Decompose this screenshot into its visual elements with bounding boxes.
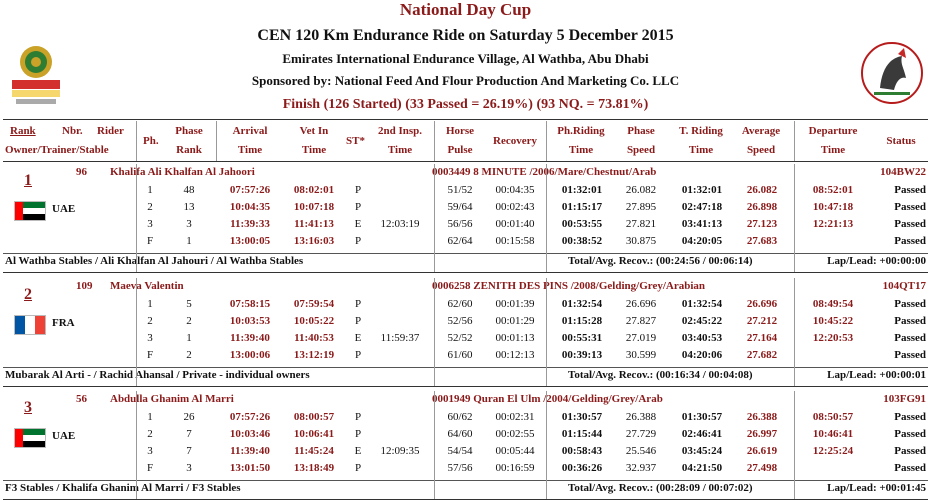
divider: [434, 391, 435, 499]
col-phriding-1: Ph.Riding: [557, 125, 605, 137]
phase-dep: 08:50:57: [812, 411, 854, 423]
phase-dep: 08:49:54: [812, 298, 854, 310]
phase-vet: 10:05:22: [293, 315, 335, 327]
phase-arr: 10:04:35: [229, 201, 271, 213]
entry-country: UAE: [52, 430, 76, 442]
phase-tr: 01:30:57: [681, 411, 723, 423]
phase-rec: 00:02:31: [495, 411, 535, 423]
entry-owner: Mubarak Al Arti - / Rachid Ahansal / Private - individual owners: [5, 369, 310, 381]
phase-pulse: 59/64: [447, 201, 473, 213]
block-bottom-rule: [3, 386, 928, 387]
phase-phr: 00:36:26: [561, 462, 603, 474]
phase-ph: 2: [147, 315, 153, 327]
phase-phs: 26.388: [625, 411, 657, 423]
col-nbr: Nbr.: [62, 125, 83, 137]
entry-rank: 1: [24, 172, 32, 189]
phase-tr: 02:46:41: [681, 428, 723, 440]
phase-arr: 07:57:26: [229, 184, 271, 196]
col-departure-1: Departure: [808, 125, 858, 137]
phase-status: Passed: [894, 184, 926, 196]
phase-pulse: 56/56: [447, 218, 473, 230]
entry-rider: Maeva Valentin: [110, 280, 184, 292]
phase-rank: 5: [186, 298, 192, 310]
divider: [794, 121, 795, 161]
divider: [136, 391, 137, 499]
phase-rank: 3: [186, 462, 192, 474]
phase-tr: 02:45:22: [681, 315, 723, 327]
phase-phr: 00:53:55: [561, 218, 603, 230]
divider: [434, 278, 435, 386]
col-vetin-1: Vet In: [299, 125, 329, 137]
phase-status: Passed: [894, 332, 926, 344]
phase-rec: 00:15:58: [495, 235, 535, 247]
col-pulse-2: Pulse: [447, 144, 473, 156]
entry-totals: Total/Avg. Recov.: (00:28:09 / 00:07:02): [568, 482, 753, 494]
phase-avg: 27.123: [746, 218, 778, 230]
phase-rank: 3: [186, 218, 192, 230]
phase-tr: 03:45:24: [681, 445, 723, 457]
event-title: National Day Cup: [399, 0, 532, 19]
phase-pulse: 51/52: [447, 184, 473, 196]
entry-horse-code: 103FG91: [883, 393, 926, 405]
phase-phr: 01:32:54: [561, 298, 603, 310]
phase-phs: 27.895: [625, 201, 657, 213]
entry-lap: Lap/Lead: +00:00:00: [827, 255, 926, 267]
col-pulse-1: Horse: [445, 125, 475, 137]
phase-arr: 11:39:40: [230, 332, 270, 344]
phase-insp: 12:09:35: [380, 445, 420, 457]
block-bottom-rule: [3, 272, 928, 273]
col-st: ST*: [346, 135, 365, 147]
phase-phs: 30.875: [625, 235, 657, 247]
phase-rank: 2: [186, 315, 192, 327]
phase-rank: 26: [183, 411, 195, 423]
divider: [794, 278, 795, 386]
phase-phs: 30.599: [625, 349, 657, 361]
phase-dep: 12:25:24: [812, 445, 854, 457]
phase-ph: 1: [147, 184, 153, 196]
phase-avg: 27.498: [746, 462, 778, 474]
entry-horse-code: 104QT17: [882, 280, 926, 292]
phase-dep: 08:52:01: [812, 184, 854, 196]
phase-phr: 01:32:01: [561, 184, 603, 196]
phase-phr: 00:38:52: [561, 235, 603, 247]
flag-uae-icon: [14, 201, 46, 221]
phase-phs: 27.019: [625, 332, 657, 344]
phase-vet: 11:40:53: [294, 332, 334, 344]
phase-vet: 08:00:57: [293, 411, 335, 423]
phase-st: P: [354, 462, 362, 474]
phase-tr: 02:47:18: [681, 201, 723, 213]
phase-status: Passed: [894, 445, 926, 457]
phase-rec: 00:04:35: [495, 184, 535, 196]
col-departure-2: Time: [820, 144, 846, 156]
phase-rec: 00:02:43: [495, 201, 535, 213]
divider: [794, 391, 795, 499]
phase-ph: 1: [147, 298, 153, 310]
phase-arr: 07:58:15: [229, 298, 271, 310]
phase-avg: 26.997: [746, 428, 778, 440]
phase-status: Passed: [894, 411, 926, 423]
block-rule: [3, 253, 928, 254]
phase-pulse: 52/52: [447, 332, 473, 344]
phase-phr: 00:55:31: [561, 332, 603, 344]
phase-ph: F: [146, 235, 154, 247]
col-phriding-2: Time: [568, 144, 594, 156]
divider: [546, 121, 547, 161]
phase-rank: 7: [186, 445, 192, 457]
phase-rec: 00:12:13: [495, 349, 535, 361]
phase-insp: 12:03:19: [380, 218, 420, 230]
divider: [546, 278, 547, 386]
col-status: Status: [886, 135, 916, 147]
phase-vet: 11:45:24: [294, 445, 334, 457]
col-owner: Owner/Trainer/Stable: [5, 144, 109, 156]
phase-rank: 1: [186, 235, 192, 247]
phase-status: Passed: [894, 298, 926, 310]
col-ph: Ph.: [143, 135, 159, 147]
phase-phs: 27.827: [625, 315, 657, 327]
phase-st: P: [354, 349, 362, 361]
phase-st: P: [354, 428, 362, 440]
phase-rank: 7: [186, 428, 192, 440]
phase-phs: 25.546: [625, 445, 657, 457]
entry-horse: 0001949 Quran El Ulm /2004/Gelding/Grey/Arab: [432, 393, 663, 405]
phase-phr: 00:58:43: [561, 445, 603, 457]
phase-status: Passed: [894, 462, 926, 474]
divider: [546, 391, 547, 499]
phase-status: Passed: [894, 315, 926, 327]
divider: [136, 278, 137, 386]
phase-tr: 03:40:53: [681, 332, 723, 344]
phase-status: Passed: [894, 218, 926, 230]
phase-avg: 26.696: [746, 298, 778, 310]
phase-phr: 01:15:44: [561, 428, 603, 440]
phase-phs: 26.696: [625, 298, 657, 310]
phase-pulse: 52/56: [447, 315, 473, 327]
phase-avg: 27.682: [746, 349, 778, 361]
phase-avg: 27.683: [746, 235, 778, 247]
phase-st: P: [354, 201, 362, 213]
phase-rec: 00:02:55: [495, 428, 535, 440]
divider: [136, 121, 137, 161]
venue: Emirates International Endurance Village, Al Wathba, Abu Dhabi: [282, 51, 649, 66]
divider: [546, 164, 547, 272]
header-top-rule: [3, 119, 928, 120]
phase-avg: 26.082: [746, 184, 778, 196]
phase-arr: 11:39:40: [230, 445, 270, 457]
entry-rank: 3: [24, 399, 32, 416]
entry-rider: Abdulla Ghanim Al Marri: [110, 393, 234, 405]
col-insp-2: Time: [387, 144, 413, 156]
phase-tr: 04:21:50: [681, 462, 723, 474]
col-arrival-1: Arrival: [232, 125, 268, 137]
phase-arr: 13:01:50: [229, 462, 271, 474]
col-rank: Rank: [10, 125, 36, 137]
entry-owner: F3 Stables / Khalifa Ghanim Al Marri / F3 Stables: [5, 482, 241, 494]
phase-arr: 13:00:06: [229, 349, 271, 361]
col-phspeed-1: Phase: [627, 125, 655, 137]
entry-totals: Total/Avg. Recov.: (00:16:34 / 00:04:08): [568, 369, 753, 381]
phase-rec: 00:01:13: [495, 332, 535, 344]
flag-fra-icon: [14, 315, 46, 335]
phase-dep: 12:20:53: [812, 332, 854, 344]
phase-phr: 00:39:13: [561, 349, 603, 361]
phase-pulse: 62/60: [447, 298, 473, 310]
finish-summary: Finish (126 Started) (33 Passed = 26.19%) (93 NQ. = 73.81%): [282, 97, 649, 112]
phase-rec: 00:05:44: [495, 445, 535, 457]
phase-vet: 10:06:41: [293, 428, 335, 440]
col-insp-1: 2nd Insp.: [377, 125, 423, 137]
entry-nbr: 56: [76, 393, 87, 405]
col-arrival-2: Time: [237, 144, 263, 156]
phase-rec: 00:16:59: [495, 462, 535, 474]
phase-dep: 10:47:18: [812, 201, 854, 213]
phase-ph: F: [146, 462, 154, 474]
phase-phs: 27.821: [625, 218, 657, 230]
phase-rank: 13: [183, 201, 195, 213]
phase-phs: 32.937: [625, 462, 657, 474]
phase-arr: 11:39:33: [230, 218, 270, 230]
col-recovery: Recovery: [493, 135, 537, 147]
phase-rank: 1: [186, 332, 192, 344]
phase-st: P: [354, 235, 362, 247]
phase-ph: 2: [147, 428, 153, 440]
entry-horse: 0003449 8 MINUTE /2006/Mare/Chestnut/Arab: [432, 166, 657, 178]
block-rule: [3, 480, 928, 481]
entry-totals: Total/Avg. Recov.: (00:24:56 / 00:06:14): [568, 255, 753, 267]
phase-dep: 12:21:13: [812, 218, 854, 230]
divider: [434, 121, 435, 161]
phase-ph: 3: [147, 218, 153, 230]
phase-st: E: [354, 445, 362, 457]
phase-vet: 08:02:01: [293, 184, 335, 196]
phase-pulse: 62/64: [447, 235, 473, 247]
entry-horse-code: 104BW22: [880, 166, 926, 178]
sponsor: Sponsored by: National Feed And Flour Production And Marketing Co. LLC: [251, 73, 680, 88]
header-bottom-rule: [3, 161, 928, 162]
phase-ph: 3: [147, 332, 153, 344]
phase-ph: 1: [147, 411, 153, 423]
phase-status: Passed: [894, 235, 926, 247]
entry-country: UAE: [52, 203, 76, 215]
col-vetin-2: Time: [301, 144, 327, 156]
phase-dep: 10:45:22: [812, 315, 854, 327]
phase-avg: 26.619: [746, 445, 778, 457]
col-triding-2: Time: [688, 144, 714, 156]
phase-st: P: [354, 315, 362, 327]
col-triding-1: T. Riding: [679, 125, 723, 137]
phase-phr: 01:15:17: [561, 201, 603, 213]
divider: [216, 121, 217, 161]
phase-st: E: [354, 218, 362, 230]
phase-arr: 07:57:26: [229, 411, 271, 423]
phase-vet: 07:59:54: [293, 298, 335, 310]
divider: [136, 164, 137, 272]
phase-phs: 26.082: [625, 184, 657, 196]
entry-rider: Khalifa Ali Khalfan Al Jahoori: [110, 166, 255, 178]
phase-pulse: 64/60: [447, 428, 473, 440]
phase-rank: 2: [186, 349, 192, 361]
entry-lap: Lap/Lead: +00:01:45: [827, 482, 926, 494]
divider: [794, 164, 795, 272]
phase-vet: 13:16:03: [293, 235, 335, 247]
phase-phr: 01:30:57: [561, 411, 603, 423]
phase-pulse: 57/56: [447, 462, 473, 474]
entry-rank: 2: [24, 286, 32, 303]
phase-arr: 13:00:05: [229, 235, 271, 247]
phase-vet: 11:41:13: [294, 218, 334, 230]
col-phase-rank-2: Rank: [176, 144, 202, 156]
phase-vet: 13:12:19: [293, 349, 335, 361]
phase-ph: 3: [147, 445, 153, 457]
phase-rec: 00:01:40: [495, 218, 535, 230]
phase-tr: 04:20:05: [681, 235, 723, 247]
phase-ph: 2: [147, 201, 153, 213]
phase-dep: 10:46:41: [812, 428, 854, 440]
phase-status: Passed: [894, 201, 926, 213]
phase-insp: 11:59:37: [380, 332, 420, 344]
col-phase-rank-1: Phase: [175, 125, 203, 137]
phase-arr: 10:03:46: [229, 428, 271, 440]
flag-uae-icon: [14, 428, 46, 448]
entry-lap: Lap/Lead: +00:00:01: [827, 369, 926, 381]
entry-nbr: 96: [76, 166, 87, 178]
phase-tr: 01:32:01: [681, 184, 723, 196]
phase-tr: 04:20:06: [681, 349, 723, 361]
phase-tr: 01:32:54: [681, 298, 723, 310]
phase-arr: 10:03:53: [229, 315, 271, 327]
entry-country: FRA: [52, 317, 75, 329]
phase-pulse: 54/54: [447, 445, 473, 457]
phase-rank: 48: [183, 184, 195, 196]
phase-vet: 10:07:18: [293, 201, 335, 213]
phase-rec: 00:01:39: [495, 298, 535, 310]
entry-horse: 0006258 ZENITH DES PINS /2008/Gelding/Grey/Arabian: [432, 280, 706, 292]
col-avgspeed-2: Speed: [746, 144, 776, 156]
entry-owner: Al Wathba Stables / Ali Khalfan Al Jahouri / Al Wathba Stables: [5, 255, 304, 267]
entry-nbr: 109: [76, 280, 93, 292]
phase-status: Passed: [894, 349, 926, 361]
phase-st: P: [354, 411, 362, 423]
phase-st: E: [354, 332, 362, 344]
phase-pulse: 60/62: [447, 411, 473, 423]
phase-avg: 26.388: [746, 411, 778, 423]
col-avgspeed-1: Average: [741, 125, 781, 137]
col-rider: Rider: [97, 125, 124, 137]
col-phspeed-2: Speed: [626, 144, 656, 156]
phase-tr: 03:41:13: [681, 218, 723, 230]
phase-pulse: 61/60: [447, 349, 473, 361]
phase-rec: 00:01:29: [495, 315, 535, 327]
phase-st: P: [354, 184, 362, 196]
phase-phs: 27.729: [625, 428, 657, 440]
ride-title: CEN 120 Km Endurance Ride on Saturday 5 December 2015: [257, 27, 674, 44]
block-rule: [3, 367, 928, 368]
phase-st: P: [354, 298, 362, 310]
phase-vet: 13:18:49: [293, 462, 335, 474]
phase-phr: 01:15:28: [561, 315, 603, 327]
phase-ph: F: [146, 349, 154, 361]
phase-avg: 26.898: [746, 201, 778, 213]
divider: [434, 164, 435, 272]
phase-avg: 27.164: [746, 332, 778, 344]
phase-status: Passed: [894, 428, 926, 440]
phase-avg: 27.212: [746, 315, 778, 327]
